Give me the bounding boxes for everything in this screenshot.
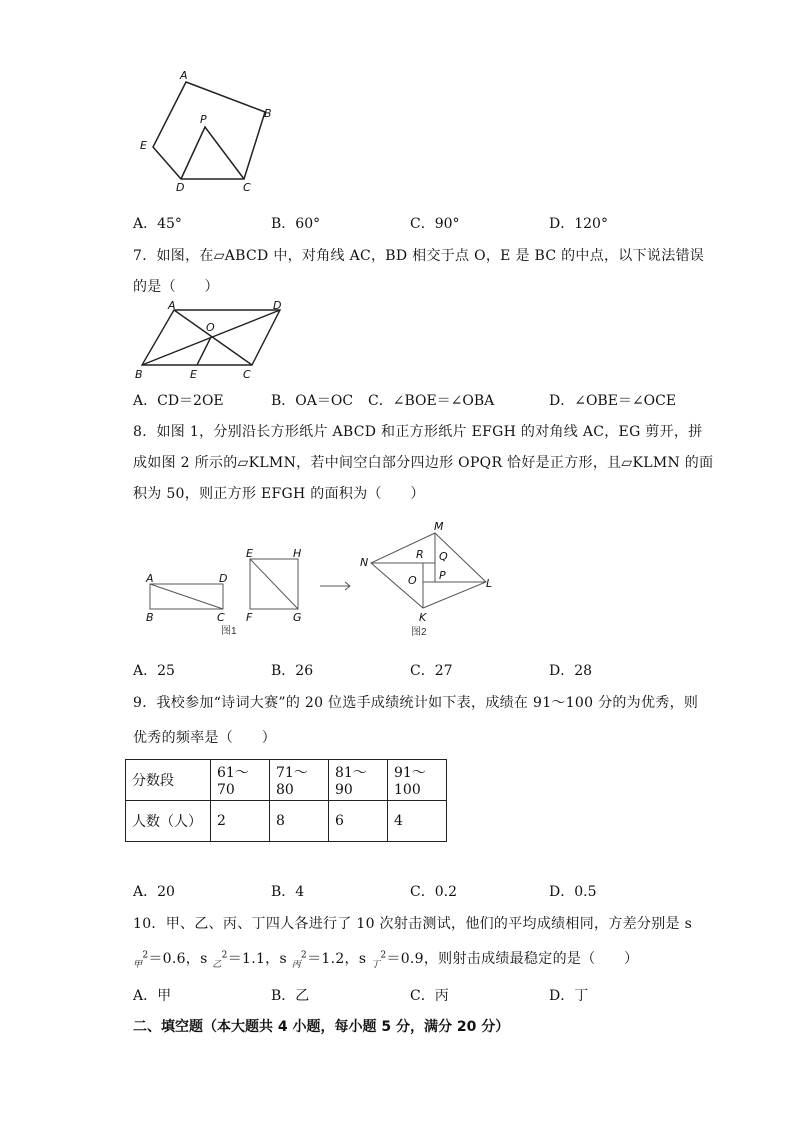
- q9-option-b: B．4: [271, 884, 305, 900]
- table-cell: 2: [211, 801, 270, 842]
- table-row: [126, 801, 447, 842]
- table-cell: 81～90: [329, 760, 388, 801]
- q8-option-b: B．26: [271, 663, 314, 679]
- q7-option-b: B．OA＝OC: [271, 393, 354, 409]
- q6-option-d: D．120°: [549, 216, 608, 232]
- diagonal-eg: [250, 559, 298, 609]
- label-C: C: [217, 611, 225, 624]
- q7-figure: [130, 298, 300, 386]
- label-N: N: [360, 556, 369, 569]
- q7-option-c: C．∠BOE＝∠OBA: [368, 393, 495, 409]
- label-Q: Q: [439, 550, 448, 563]
- parallelogram-klmn: [371, 533, 486, 608]
- figure1-caption: 图1: [221, 626, 237, 637]
- table-cell: 71～80: [270, 760, 329, 801]
- q8-stem-line2: 成如图 2 所示的▱KLMN，若中间空白部分四边形 OPQR 恰好是正方形，且▱KLMN 的面: [133, 455, 714, 471]
- q9-stem-line1: 9．我校参加“诗词大赛”的 20 位选手成绩统计如下表，成绩在 91～100 分的为优秀，则: [133, 695, 699, 711]
- section-heading: 二、填空题（本大题共 4 小题，每小题 5 分，满分 20 分）: [133, 1019, 510, 1035]
- q10-stem-line1: 10．甲、乙、丙、丁四人各进行了 10 次射击测试，他们的平均成绩相同，方差分别是 s: [133, 916, 693, 932]
- label-G: G: [293, 611, 302, 624]
- q6-option-c: C．90°: [410, 216, 460, 232]
- pentagon-abcde: [153, 82, 265, 179]
- table-cell: 6: [329, 801, 388, 842]
- sup-2: 2: [301, 950, 308, 961]
- label-O: O: [206, 321, 215, 334]
- label-L: L: [486, 577, 493, 590]
- label-D: D: [219, 572, 228, 585]
- label-F: F: [246, 611, 253, 624]
- q10-option-a: A．甲: [133, 988, 172, 1004]
- sup-2: 2: [142, 950, 149, 961]
- diagonal-ac: [174, 310, 252, 365]
- label-M: M: [434, 520, 444, 533]
- q9-option-d: D．0.5: [549, 884, 597, 900]
- table-cell: 人数（人）: [126, 801, 211, 842]
- q10-option-d: D．丁: [549, 988, 589, 1004]
- q10-option-b: B．乙: [271, 988, 310, 1004]
- q9-option-c: C．0.2: [410, 884, 457, 900]
- value-jia: ＝0.6，s: [148, 951, 208, 967]
- label-C: C: [243, 368, 251, 381]
- q8-figures: [138, 516, 508, 644]
- label-P: P: [439, 569, 446, 582]
- score-table: [125, 759, 447, 842]
- q6-figure: [130, 68, 290, 198]
- label-B: B: [264, 107, 272, 120]
- label-E: E: [140, 139, 147, 152]
- label-A: A: [146, 572, 154, 585]
- diagonal-ac: [150, 584, 223, 609]
- table-cell: 91～100: [388, 760, 447, 801]
- table-header-row: [126, 760, 447, 801]
- q9-stem-line2: 优秀的频率是（ ）: [133, 730, 276, 746]
- label-H: H: [293, 547, 302, 560]
- sub-ding: 丁: [371, 959, 381, 970]
- sub-jia: 甲: [133, 959, 143, 970]
- q8-option-d: D．28: [549, 663, 593, 679]
- sup-2: 2: [380, 950, 387, 961]
- q8-option-c: C．27: [410, 663, 453, 679]
- value-bing: ＝1.2，s: [307, 951, 367, 967]
- label-B: B: [146, 611, 154, 624]
- triangle-pdc: [181, 127, 244, 179]
- q7-stem-line2: 的是（ ）: [133, 279, 219, 295]
- q6-option-b: B．60°: [271, 216, 321, 232]
- q10-stem-line2: [133, 948, 638, 970]
- label-R: R: [416, 548, 424, 561]
- label-O: O: [408, 574, 417, 587]
- q10-option-c: C．丙: [410, 988, 449, 1004]
- q9-option-a: A．20: [133, 884, 175, 900]
- value-yi: ＝1.1，s: [227, 951, 287, 967]
- q8-stem-line3: 积为 50，则正方形 EFGH 的面积为（ ）: [133, 486, 425, 502]
- label-E: E: [246, 547, 253, 560]
- table-cell: 8: [270, 801, 329, 842]
- label-C: C: [243, 181, 251, 194]
- sub-yi: 乙: [212, 959, 222, 970]
- sup-2: 2: [221, 950, 228, 961]
- label-E: E: [190, 368, 197, 381]
- q8-option-a: A．25: [133, 663, 175, 679]
- figure2-caption: 图2: [411, 627, 427, 638]
- label-D: D: [273, 299, 282, 312]
- label-P: P: [200, 113, 207, 126]
- table-cell: 4: [388, 801, 447, 842]
- table-cell: 61～70: [211, 760, 270, 801]
- q6-option-a: A．45°: [133, 216, 182, 232]
- label-B: B: [135, 368, 143, 381]
- q7-option-d: D．∠OBE＝∠OCE: [549, 393, 677, 409]
- value-ding: ＝0.9，则射击成绩最稳定的是（ ）: [386, 951, 639, 967]
- q7-option-a: A．CD＝2OE: [133, 393, 224, 409]
- label-K: K: [419, 611, 427, 624]
- segment-oe: [197, 337, 211, 365]
- q7-stem-line1: 7．如图，在▱ABCD 中，对角线 AC，BD 相交于点 O，E 是 BC 的中点，以下说法错误: [133, 248, 705, 264]
- sub-bing: 丙: [291, 959, 302, 970]
- label-D: D: [176, 181, 185, 194]
- label-A: A: [180, 69, 188, 82]
- label-A: A: [168, 299, 176, 312]
- table-cell: 分数段: [126, 760, 211, 801]
- q8-stem-line1: 8．如图 1，分别沿长方形纸片 ABCD 和正方形纸片 EFGH 的对角线 AC，EG 剪开，拼: [133, 424, 703, 440]
